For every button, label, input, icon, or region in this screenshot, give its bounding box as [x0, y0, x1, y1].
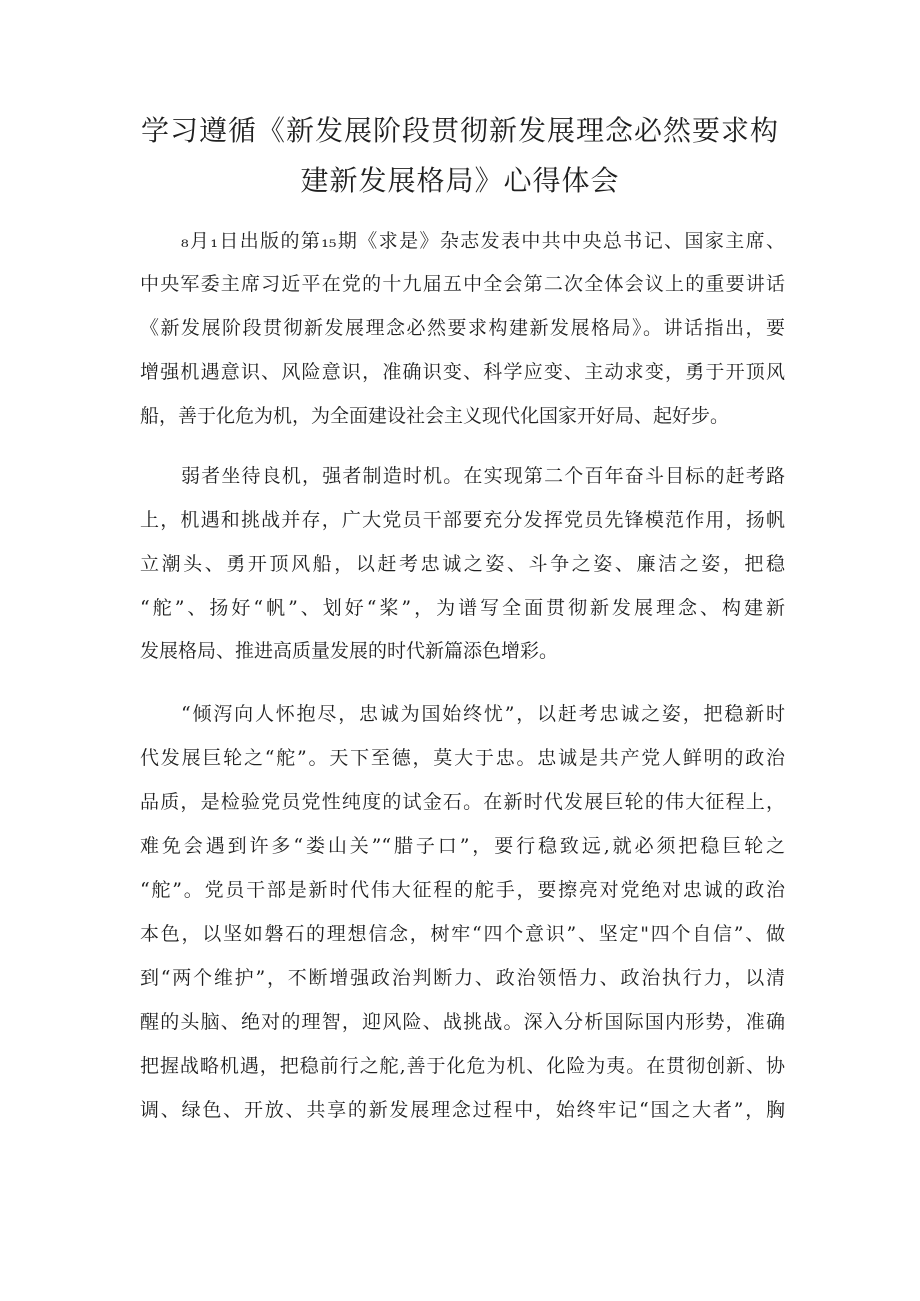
- paragraph-line: 调、绿色、开放、共享的新发展理念过程中，始终牢记“国之大者”，胸: [140, 1099, 785, 1121]
- paragraph-line: 发展格局、推进高质量发展的时代新篇添色增彩。: [140, 640, 559, 662]
- paragraph-line: ₈月₁日出版的第₁₅期《求是》杂志发表中共中央总书记、国家主席、: [181, 230, 785, 252]
- paragraph-line: 把握战略机遇，把稳前行之舵,善于化危为机、化险为夷。在贯彻创新、协: [140, 1055, 785, 1077]
- paragraph-line: 上，机遇和挑战并存，广大党员干部要充分发挥党员先锋模范作用，扬帆: [140, 509, 785, 531]
- paragraph-line: 代发展巨轮之“舵”。天下至德，莫大于忠。忠诚是共产党人鲜明的政治: [140, 747, 785, 769]
- paragraph-line: “倾泻向人怀抱尽，忠诚为国始终忧”，以赶考忠诚之姿，把稳新时: [181, 703, 785, 725]
- paragraph-line: 到“两个维护”，不断增强政治判断力、政治领悟力、政治执行力，以清: [140, 967, 785, 989]
- paragraph-line: “舵”、扬好“帆”、划好“桨”，为谱写全面贯彻新发展理念、构建新: [140, 597, 785, 619]
- paragraph-line: 船，善于化危为机，为全面建设社会主义现代化国家开好局、起好步。: [140, 405, 730, 427]
- paragraph-line: 立潮头、勇开顶风船，以赶考忠诚之姿、斗争之姿、廉洁之姿，把稳: [140, 553, 785, 575]
- paragraph-line: 中央军委主席习近平在党的十九届五中全会第二次全体会议上的重要讲话: [140, 273, 785, 295]
- paragraph-line: “舵”。党员干部是新时代伟大征程的舵手，要擦亮对党绝对忠诚的政治: [140, 879, 785, 901]
- paragraph-line: 增强机遇意识、风险意识，准确识变、科学应变、主动求变，勇于开顶风: [140, 361, 785, 383]
- title-line-1: 学习遵循《新发展阶段贯彻新发展理念必然要求构: [140, 114, 779, 147]
- title-line-2: 建新发展格局》心得体会: [300, 164, 620, 197]
- paragraph-line: 弱者坐待良机，强者制造时机。在实现第二个百年奋斗目标的赶考路: [181, 465, 785, 487]
- paragraph-line: 醒的头脑、绝对的理智，迎风险、战挑战。深入分析国际国内形势，准确: [140, 1011, 785, 1033]
- paragraph-line: 难免会遇到许多“娄山关”“腊子口”，要行稳致远,就必须把稳巨轮之: [140, 835, 785, 857]
- paragraph-line: 品质，是检验党员党性纯度的试金石。在新时代发展巨轮的伟大征程上，: [140, 791, 785, 813]
- paragraph-line: 《新发展阶段贯彻新发展理念必然要求构建新发展格局》。讲话指出，要: [140, 317, 785, 339]
- paragraph-line: 本色，以坚如磐石的理想信念，树牢“四个意识”、坚定"四个自信”、做: [140, 923, 785, 945]
